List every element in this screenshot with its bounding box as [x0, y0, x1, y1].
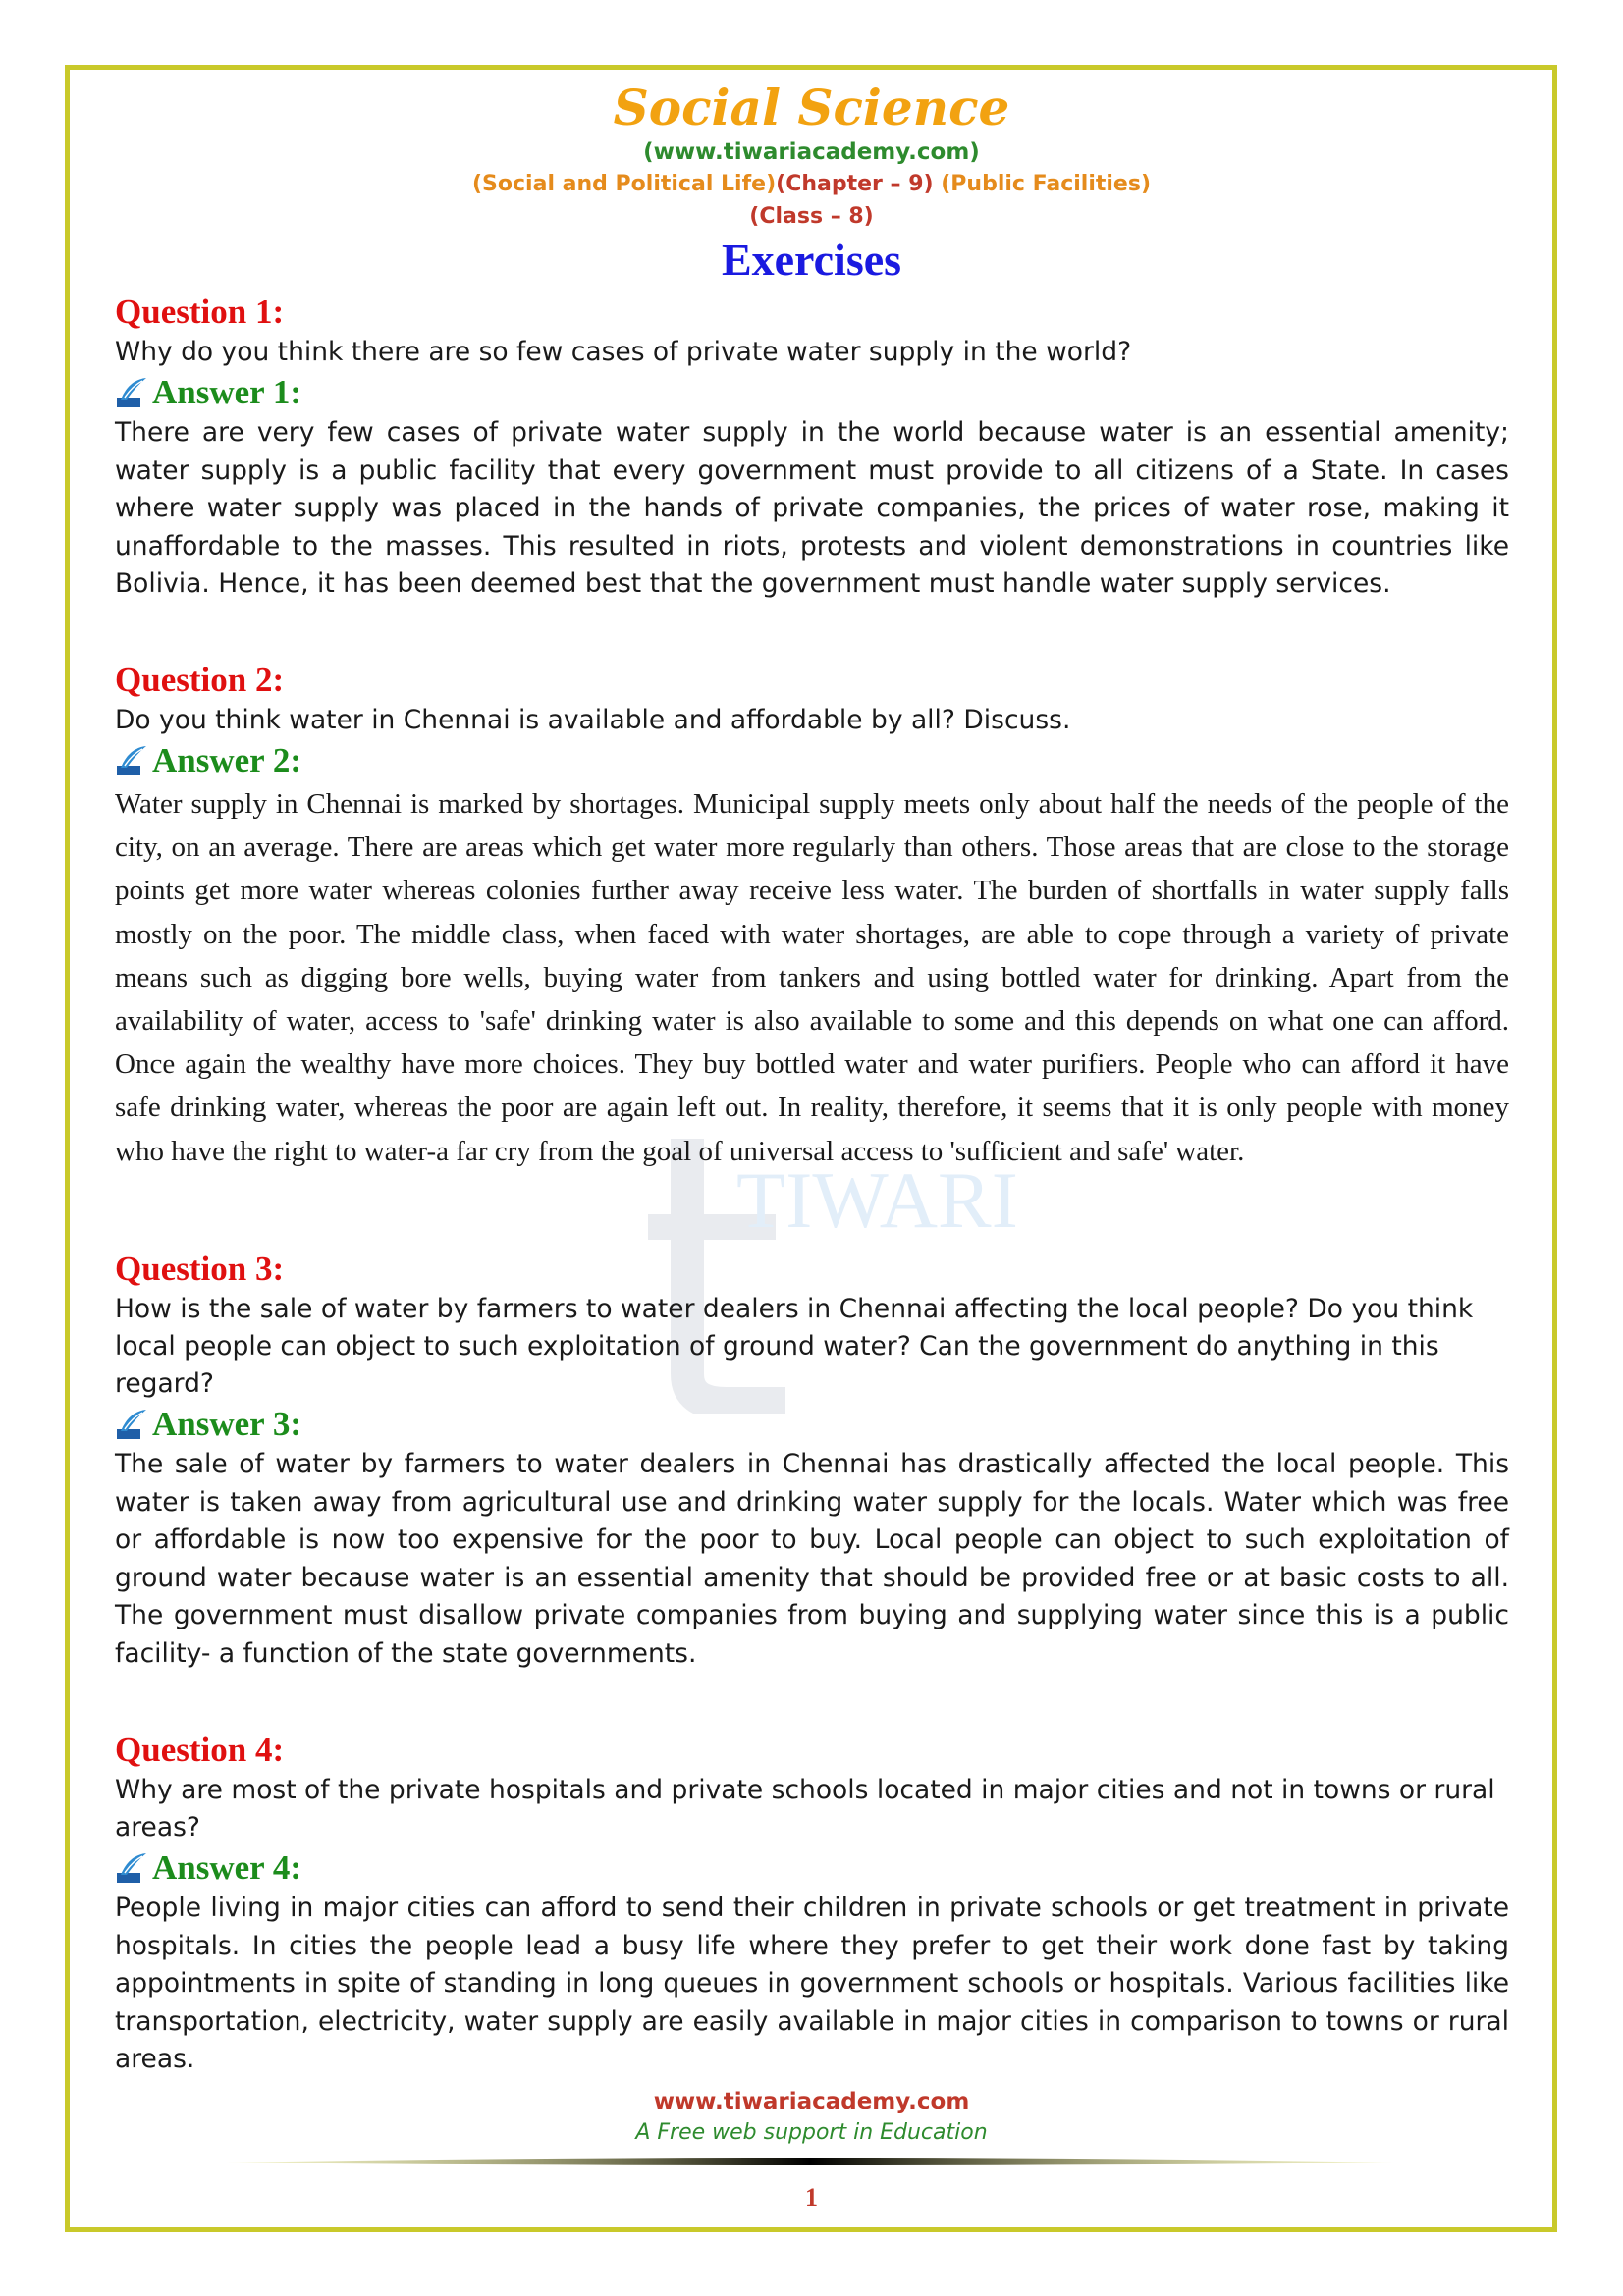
answer-label: Answer 2: — [152, 741, 301, 779]
question-text: Do you think water in Chennai is available and affordable by all? Discuss. — [115, 705, 1071, 735]
answer-text: People living in major cities can afford to send their children in private schools or get treatment in private hospitals. In cities the people lead a busy life where they prefer to get their work done fast by taking appointments in spite of standing in long queues in government schools or hospitals. Various facilities like transportation, electricity, water supply are easily available in major cities in comparison to towns or rural areas. — [115, 1893, 1509, 2075]
subject-label: (Social and Political Life) — [472, 172, 777, 196]
chapter-label: (Chapter – 9) — [776, 172, 934, 196]
answer-label: Answer 1: — [152, 373, 301, 411]
question-heading: Question 1: — [115, 293, 285, 331]
answer-heading — [115, 1403, 1509, 1446]
quill-icon — [115, 1851, 148, 1885]
chapter-line — [0, 170, 1623, 199]
quill-icon — [115, 376, 148, 409]
answer-heading — [115, 371, 1509, 414]
page-number: 1 — [805, 2183, 818, 2212]
watermark-text: TIWARI — [736, 1155, 1018, 1245]
quill-icon — [115, 1408, 148, 1441]
qa-block-3 — [115, 1248, 1509, 1674]
question-heading: Question 2: — [115, 661, 285, 699]
footer-tagline: A Free web support in Education — [635, 2120, 988, 2145]
answer-label: Answer 4: — [152, 1848, 301, 1887]
answer-heading — [115, 739, 1509, 782]
class-label: (Class – 8) — [749, 204, 874, 229]
answer-text: Water supply in Chennai is marked by shortages. Municipal supply meets only about half the needs of the people of the city, on an average. There are areas which get water more regularly than others. Those areas that are close to the storage points get more water whereas colonies further away receive less water. The burden of shortfalls in water supply falls mostly on the poor. The middle class, when faced with water shortages, are able to cope through a variety of private means such as digging bore wells, buying water from tankers and using bottled water for drinking. Apart from the availability of water, access to 'safe' drinking water is also available to some and this depends on what one can afford. Once again the wealthy have more choices. They buy bottled water and water purifiers. People who can afford it have safe drinking water, whereas the poor are again left out. In reality, therefore, it seems that it is only people with money who have the right to water-a far cry from the goal of universal access to 'sufficient and safe' water. — [115, 788, 1509, 1167]
header-website: (www.tiwariacademy.com) — [643, 139, 980, 165]
section-heading: Exercises — [721, 235, 902, 285]
question-text: How is the sale of water by farmers to water dealers in Chennai affecting the local people? Do you think local people can object to such exploitation of ground water? Can the government do anything in this regard? — [115, 1294, 1474, 1399]
answer-heading — [115, 1846, 1509, 1890]
question-text: Why do you think there are so few cases of private water supply in the world? — [115, 337, 1132, 367]
qa-block-1 — [115, 291, 1509, 604]
answer-text: The sale of water by farmers to water dealers in Chennai has drastically affected the local people. This water is taken away from agricultural use and drinking water supply for the locals. Water which was free or affordable is now too expensive for the poor to buy. Local people can object to such exploitation of ground water because water is an essential amenity that should be provided free or at basic costs to all. The government must disallow private companies from buying and supplying water since this is a public facility- a function of the state governments. — [115, 1449, 1509, 1669]
footer-divider — [226, 2153, 1394, 2172]
topic-label: (Public Facilities) — [941, 172, 1151, 196]
quill-icon — [115, 744, 148, 777]
qa-block-2 — [115, 659, 1509, 1173]
page-title: Social Science — [613, 79, 1010, 136]
qa-block-4 — [115, 1729, 1509, 2079]
answer-label: Answer 3: — [152, 1405, 301, 1443]
question-text: Why are most of the private hospitals and private schools located in major cities and not in towns or rural areas? — [115, 1775, 1495, 1842]
footer-website-link[interactable]: www.tiwariacademy.com — [653, 2089, 970, 2114]
question-heading: Question 3: — [115, 1250, 285, 1288]
question-heading: Question 4: — [115, 1731, 285, 1769]
answer-text: There are very few cases of private water supply in the world because water is an essential amenity; water supply is a public facility that every government must provide to all citizens of a State. In cases where water supply was placed in the hands of private companies, the prices of water rose, making it unaffordable to the masses. This resulted in riots, protests and violent demonstrations in countries like Bolivia. Hence, it has been deemed best that the government must handle water supply services. — [115, 417, 1509, 600]
